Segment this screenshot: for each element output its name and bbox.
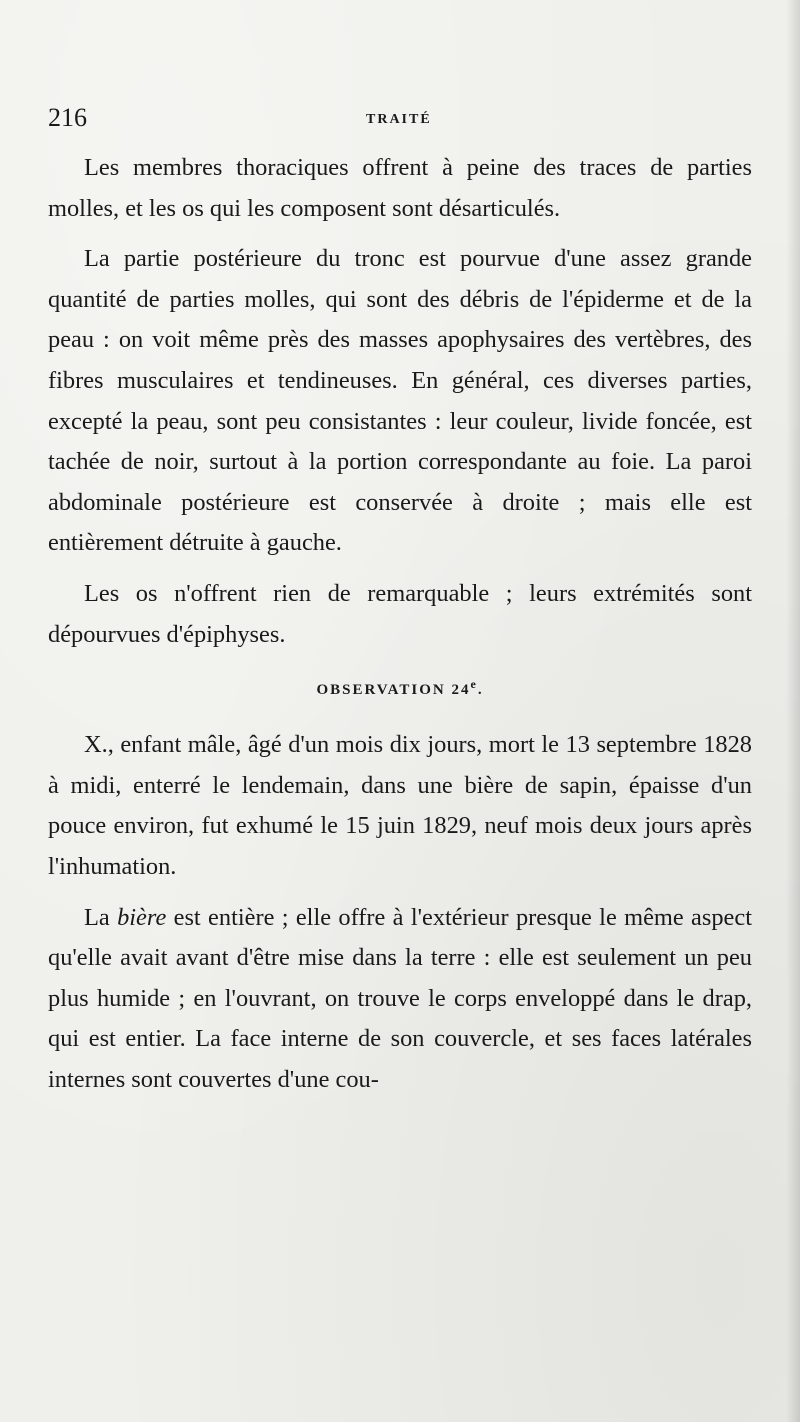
last-paragraph	[48, 898, 752, 1101]
paragraph: Les membres thoraciques offrent à peine des traces de parties molles, et les os qui les composent sont désarticulés.	[48, 154, 752, 222]
last-paragraph-rest: est entière ; elle offre à l'extérieur presque le même aspect qu'elle avait avant d'être mise dans la terre : elle est seulement un peu plus humide ; en l'ouvrant, on trouve le corps enveloppé dans le drap, qui est entier. La face interne de son couvercle, et ses faces latérales internes sont couvertes d'une cou-	[48, 903, 752, 1093]
observation-superscript: e	[470, 677, 478, 692]
page-number: 216	[48, 103, 87, 132]
observation-suffix: .	[477, 682, 484, 699]
page-edge-shadow	[786, 0, 800, 1422]
running-head: TRAITÉ	[366, 112, 432, 127]
last-paragraph-prefix: La	[84, 903, 118, 931]
observation-label: OBSERVATION 24	[316, 682, 471, 699]
observation-heading	[48, 677, 752, 699]
observation-paragraph: X., enfant mâle, âgé d'un mois dix jours, mort le 13 septembre 1828 à midi, enterré le lendemain, dans une bière de sapin, épaisse d'un pouce environ, fut exhumé le 15 juin 1829, neuf mois deux jours après l'inhumation.	[48, 731, 752, 880]
paragraph: Les os n'offrent rien de remarquable ; leurs extrémités sont dépourvues d'épiphyses.	[48, 579, 752, 648]
body-text	[48, 148, 752, 1110]
page-header	[48, 103, 748, 139]
italic-word: bière	[117, 903, 167, 931]
paragraph: La partie postérieure du tronc est pourvue d'une assez grande quantité de parties molles, qui sont des débris de l'épiderme et de la peau : on voit même près des masses apophysaires des vertèbres, des fibres musculaires et tendineuses. En général, ces diverses parties, excepté la peau, sont peu consistantes : leur couleur, livide foncée, est tachée de noir, surtout à la portion correspondante au foie. La paroi abdominale postérieure est conservée à droite ; mais elle est entièrement détruite à gauche.	[48, 245, 752, 557]
